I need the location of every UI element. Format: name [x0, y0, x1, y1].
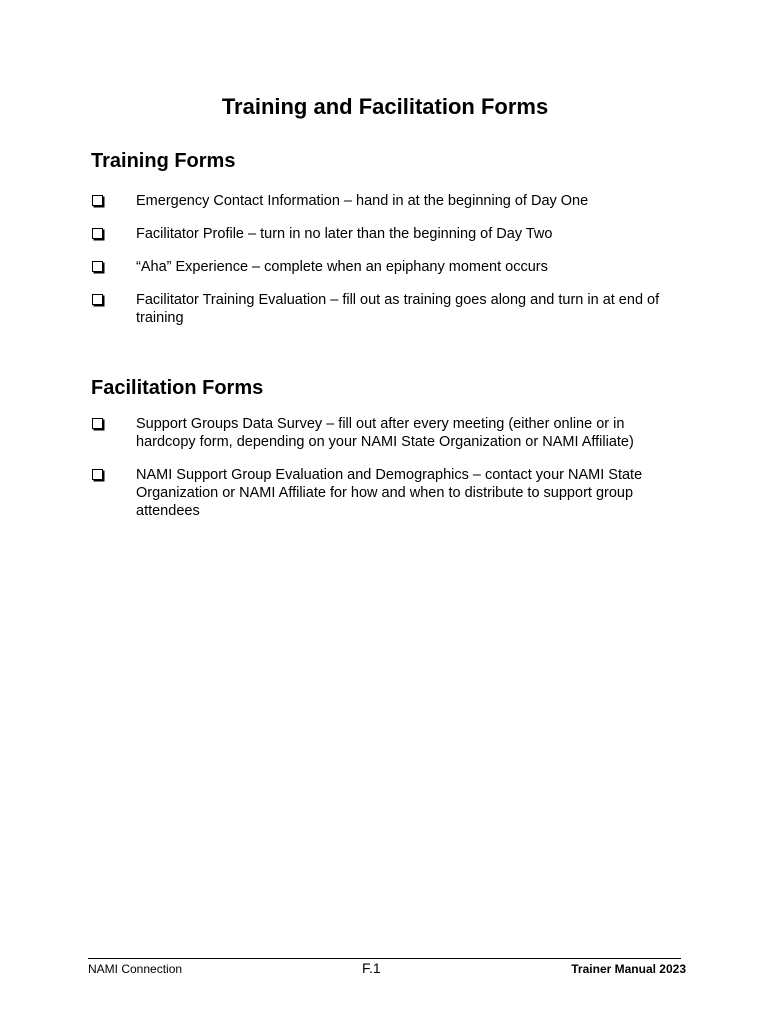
- page-number: F.1: [362, 960, 381, 976]
- list-item: [0, 291, 770, 327]
- list-item: [0, 415, 770, 451]
- footer-divider: [88, 958, 681, 959]
- training-forms-list: [0, 192, 770, 327]
- list-item-text: Facilitator Training Evaluation – fill out as training goes along and turn in at end of training: [136, 292, 660, 326]
- page-title: Training and Facilitation Forms: [221, 94, 549, 119]
- list-item-text: Emergency Contact Information – hand in at the beginning of Day One: [136, 193, 589, 209]
- checkbox-icon: [92, 261, 103, 272]
- facilitation-forms-list: [0, 415, 770, 520]
- footer-right-text: Trainer Manual 2023: [571, 962, 686, 976]
- list-item-text: “Aha” Experience – complete when an epiphany moment occurs: [136, 259, 548, 275]
- list-item: [0, 258, 770, 276]
- facilitation-forms-heading: Facilitation Forms: [91, 377, 264, 399]
- checkbox-icon: [92, 418, 103, 429]
- checkbox-icon: [92, 195, 103, 206]
- training-forms-heading: Training Forms: [91, 150, 236, 172]
- list-item: [0, 225, 770, 243]
- footer-left-text: NAMI Connection: [88, 962, 183, 976]
- checkbox-icon: [92, 469, 103, 480]
- list-item-text: Facilitator Profile – turn in no later than the beginning of Day Two: [136, 226, 553, 242]
- list-item-text: Support Groups Data Survey – fill out after every meeting (either online or in hardcopy form, depending on your NAMI State Organization or NAMI Affiliate): [136, 416, 634, 450]
- checkbox-icon: [92, 228, 103, 239]
- list-item: [0, 466, 770, 520]
- list-item-text: NAMI Support Group Evaluation and Demographics – contact your NAMI State Organization or NAMI Affiliate for how and when to distribute to support group attendees: [136, 467, 643, 519]
- list-item: [0, 192, 770, 210]
- checkbox-icon: [92, 294, 103, 305]
